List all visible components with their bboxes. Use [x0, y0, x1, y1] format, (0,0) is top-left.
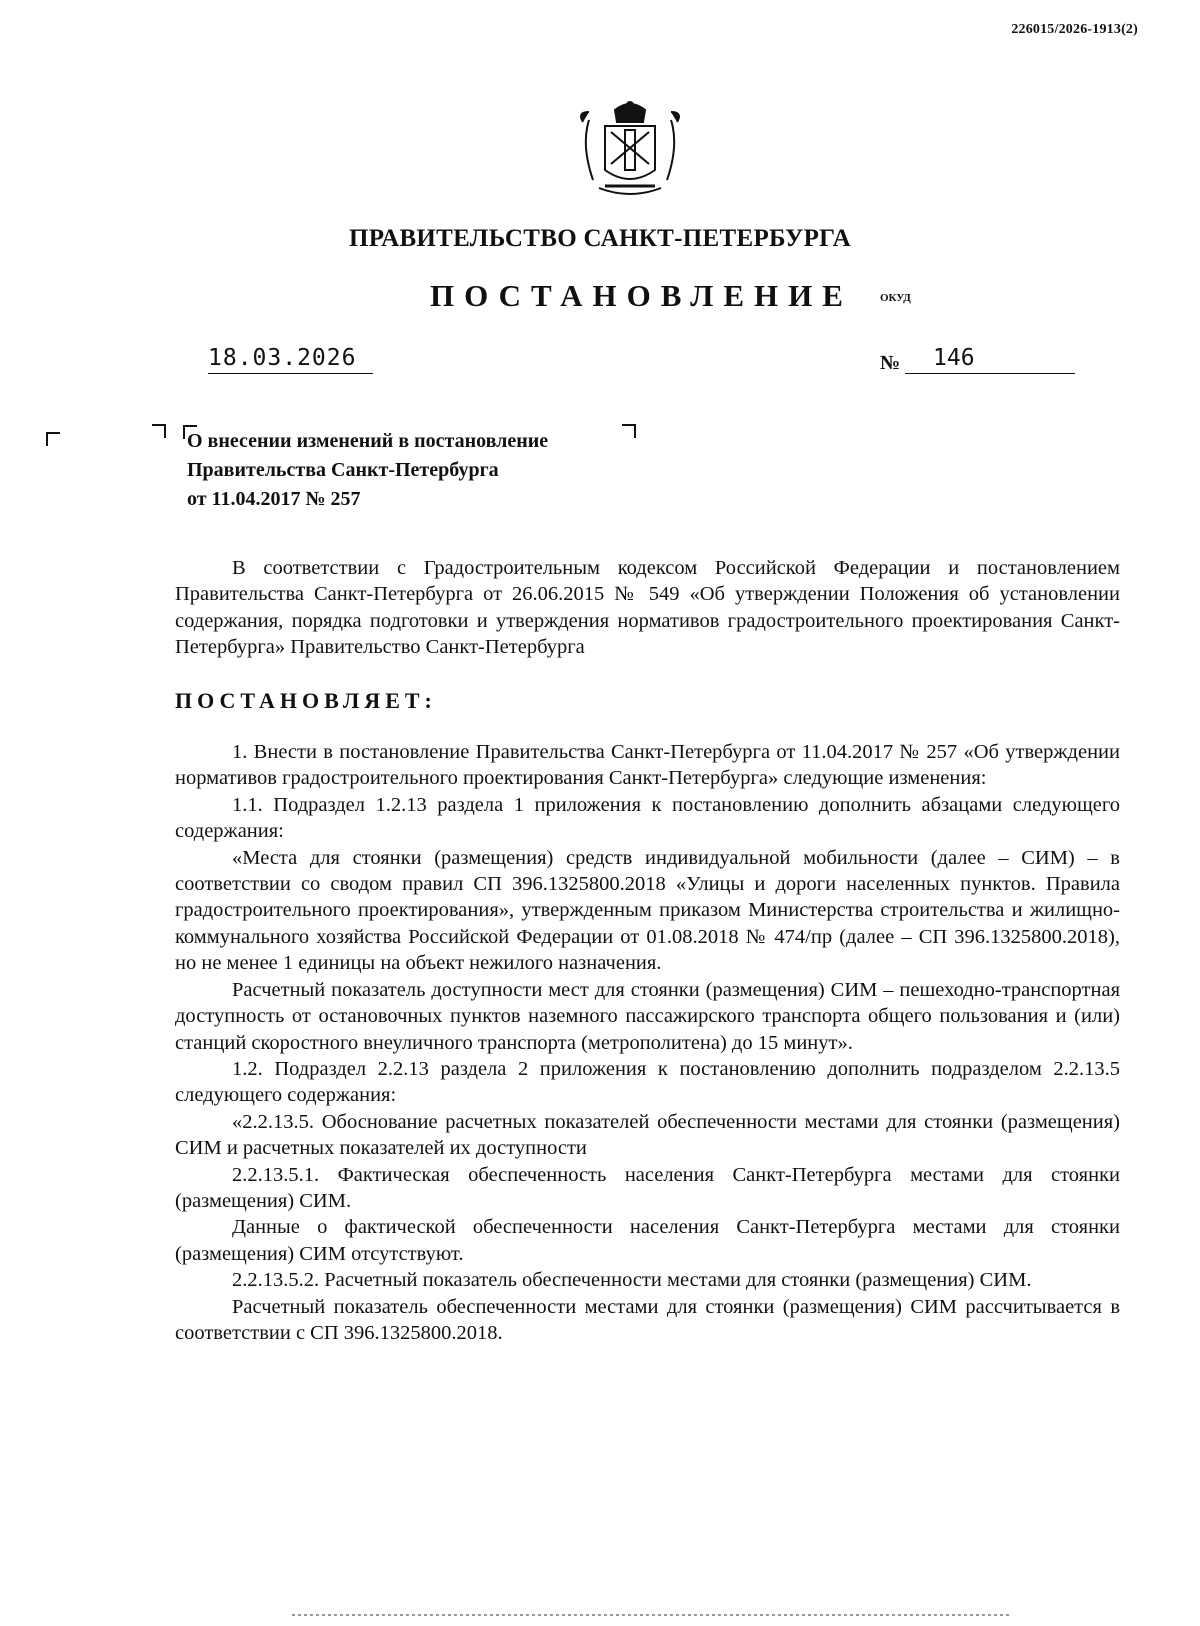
okud-label: ОКУД: [880, 292, 911, 304]
corner-mark: [622, 424, 636, 438]
coat-of-arms-emblem: [575, 100, 685, 200]
decree-type-title: ПОСТАНОВЛЕНИЕ: [430, 278, 853, 313]
body-paragraph: 1.2. Подраздел 2.2.13 раздела 2 приложения к постановлению дополнить подразделом 2.2.13.5 следующего содержания:: [175, 1057, 1120, 1107]
number-sign: №: [880, 352, 901, 374]
scan-edge-line: [292, 1614, 1012, 1616]
resolves-heading: ПОСТАНОВЛЯЕТ:: [175, 687, 437, 713]
document-code: 226015/2026-1913(2): [1011, 22, 1138, 37]
decree-body: [175, 555, 1120, 1346]
body-paragraph: 2.2.13.5.2. Расчетный показатель обеспеченности местами для стоянки (размещения) СИМ.: [232, 1269, 1032, 1292]
decree-subject: [187, 427, 548, 514]
government-title: ПРАВИТЕЛЬСТВО САНКТ-ПЕТЕРБУРГА: [348, 225, 852, 252]
subject-line: от 11.04.2017 № 257: [187, 488, 361, 510]
subject-line: Правительства Санкт-Петербурга: [187, 459, 499, 481]
corner-mark: [152, 424, 166, 438]
body-paragraph: Расчетный показатель обеспеченности местами для стоянки (размещения) СИМ рассчитывается в соответствии с СП 396.1325800.2018.: [175, 1295, 1120, 1344]
decree-number: 146: [905, 345, 1075, 374]
body-paragraph: «Места для стоянки (размещения) средств индивидуальной мобильности (далее – СИМ) – в соответствии со сводом правил СП 396.1325800.2018 «Улицы и дороги населенных пунктов. Правила градостроительного проектирования», утвержденным приказом Министерства строительства и жилищно-коммунального хозяйства Российской Федерации от 01.08.2018 № 474/пр (далее – СП 396.1325800.2018), но не менее 1 единицы на объект нежилого назначения.: [175, 846, 1120, 975]
subject-line: О внесении изменений в постановление: [187, 430, 549, 452]
decree-date: 18.03.2026: [208, 345, 373, 374]
body-paragraph: 2.2.13.5.1. Фактическая обеспеченность населения Санкт-Петербурга местами для стоянки (размещения) СИМ.: [175, 1163, 1120, 1212]
corner-mark: [46, 432, 60, 446]
body-paragraph: Расчетный показатель доступности мест для стоянки (размещения) СИМ – пешеходно-транспортная доступность от остановочных пунктов наземного пассажирского транспорта общего пользования и (или) станций скоростного внеуличного транспорта (метрополитена) до 15 минут».: [175, 978, 1120, 1054]
body-paragraph: Данные о фактической обеспеченности населения Санкт-Петербурга местами для стоянки (размещения) СИМ отсутствуют.: [175, 1216, 1120, 1265]
preamble-paragraph: В соответствии с Градостроительным кодексом Российской Федерации и постановлением Правительства Санкт-Петербурга от 26.06.2015 № 549 «Об утверждении Положения об установлении содержания, порядка подготовки и утверждения нормативов градостроительного проектирования Санкт-Петербурга» Правительство Санкт-Петербурга: [175, 557, 1120, 659]
body-paragraph: «2.2.13.5. Обоснование расчетных показателей обеспеченности местами для стоянки (размещения) СИМ и расчетных показателей их доступности: [175, 1110, 1120, 1160]
body-paragraph: 1. Внести в постановление Правительства Санкт-Петербурга от 11.04.2017 № 257 «Об утверждении нормативов градостроительного проектирования Санкт-Петербурга» следующие изменения:: [175, 741, 1120, 790]
body-paragraph: 1.1. Подраздел 1.2.13 раздела 1 приложения к постановлению дополнить абзацами следующего содержания:: [175, 793, 1120, 843]
